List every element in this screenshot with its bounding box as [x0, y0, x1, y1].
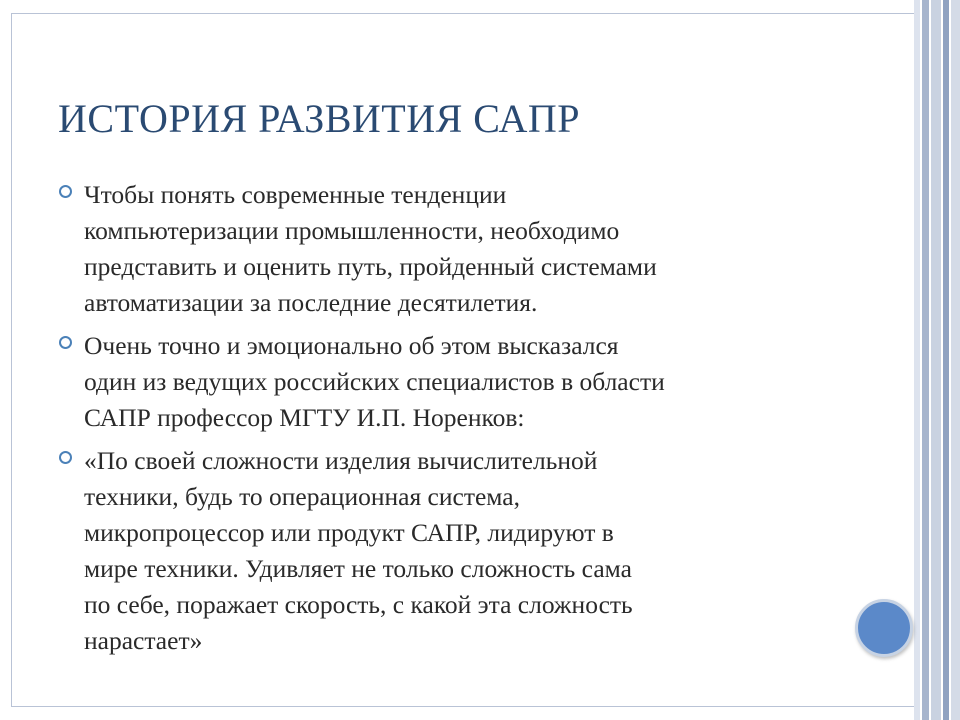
slide-title: ИСТОРИЯ РАЗВИТИЯ САПР [58, 96, 581, 141]
ring-bullet-icon [59, 451, 72, 464]
stripe [922, 0, 929, 720]
text-line: САПР профессор МГТУ И.П. Норенков: [84, 403, 525, 432]
decorative-stripes [914, 0, 960, 720]
stripe [943, 0, 949, 720]
text-line: техники, будь то операционная система, [84, 482, 520, 511]
text-line: «По своей сложности изделия вычислительной [84, 446, 598, 475]
text-line: Чтобы понять современные тенденции [84, 180, 507, 209]
text-line: один из ведущих российских специалистов в области [84, 367, 665, 396]
text-line: нарастает» [84, 626, 203, 655]
bullet-text [84, 443, 828, 659]
text-line: автоматизации за последние десятилетия. [84, 288, 538, 317]
ring-bullet-icon [59, 336, 72, 349]
text-line: Очень точно и эмоционально об этом высказался [84, 331, 619, 360]
bullet-text [84, 328, 828, 436]
stripe [931, 0, 941, 720]
text-line: микропроцессор или продукт САПР, лидируют в [84, 518, 614, 547]
bullet-item [58, 177, 828, 321]
text-line: компьютеризации промышленности, необходимо [84, 216, 620, 245]
stripe [951, 0, 960, 720]
text-line: по себе, поражает скорость, с какой эта сложность [84, 590, 633, 619]
bullet-list [58, 177, 828, 666]
text-line: представить и оценить путь, пройденный системами [84, 252, 657, 281]
stripe [914, 0, 920, 720]
bullet-item [58, 328, 828, 436]
ring-bullet-icon [59, 185, 72, 198]
circle-button-icon[interactable] [855, 599, 913, 657]
bullet-text [84, 177, 828, 321]
bullet-item [58, 443, 828, 659]
text-line: мире техники. Удивляет не только сложность сама [84, 554, 632, 583]
